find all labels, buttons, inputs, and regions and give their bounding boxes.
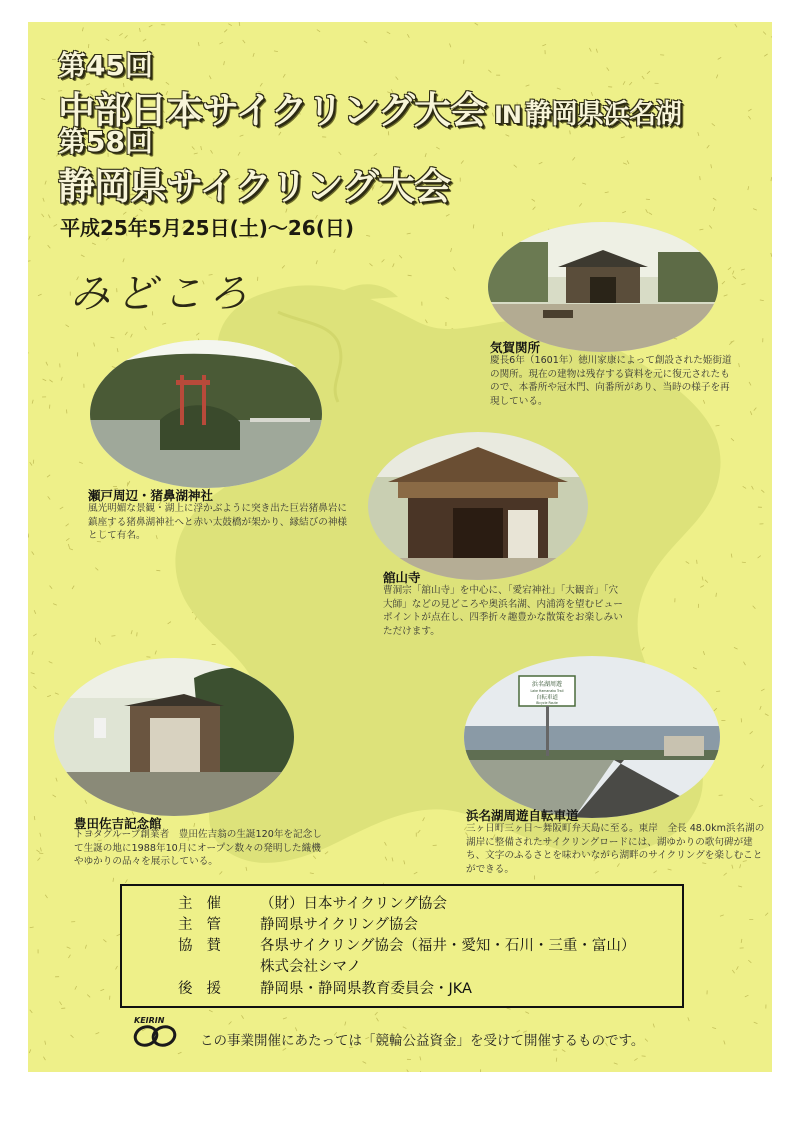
spot-name-kiga: 気賀関所 (490, 340, 541, 355)
event-date: 平成25年5月25日(土)〜26(日) (60, 216, 354, 240)
keirin-logo-text: KEIRIN (134, 1016, 165, 1025)
sign-line1: 浜名湖周遊 (531, 681, 563, 688)
photo-kanzanji (368, 432, 588, 580)
event-title-chubu-main: 中部日本サイクリング大会 (58, 89, 486, 132)
organizer-label: 協賛 (178, 938, 235, 954)
poster-page (28, 22, 772, 1072)
sign-line3: 自転車道 (535, 695, 559, 701)
keirin-logo-icon (124, 1014, 184, 1048)
organizer-box (120, 884, 684, 1008)
sign-line4: Bicycle Route (536, 701, 558, 705)
organizer-value: 静岡県・静岡県教育委員会・JKA (260, 981, 472, 997)
spot-name-toyoda: 豊田佐吉記念館 (74, 816, 162, 831)
organizer-row-support (178, 977, 472, 998)
organizer-value: （財）日本サイクリング協会 (260, 896, 447, 912)
photo-toyoda-memorial (54, 658, 294, 816)
organizer-row-host (178, 892, 447, 913)
organizer-value: 静岡県サイクリング協会 (260, 917, 418, 933)
spot-name-kanzanji: 舘山寺 (383, 570, 421, 585)
event-title-location: 静岡県浜名湖 (524, 99, 681, 130)
section-title-midokoro: みどころ (70, 271, 254, 317)
spot-desc-kanzanji: 曹洞宗「舘山寺」を中心に、「愛宕神社」「大観音」「穴大師」などの見どころや奥浜名湖、内浦湾を望むビューポイントが点在し、四季折々趣豊かな散策をお楽しみいただけます。 (383, 585, 623, 637)
spot-desc-cycling-road: 三ヶ日町三ヶ日〜舞阪町弁天島に至る。東岸 全長 48.0km浜名湖の湖岸に整備されたサイクリングロードには、湖ゆかりの歌句碑が建ち、文字のふるさとを味わいながら湖畔のサイクリングを楽しむことができる。 (466, 823, 765, 875)
organizer-label: 主管 (178, 917, 235, 933)
edition-45: 第45回 (58, 49, 153, 82)
organizer-value: 株式会社シマノ (260, 959, 362, 975)
organizer-label: 主催 (178, 896, 235, 912)
spot-name-inohana: 瀬戸周辺・猪鼻湖神社 (88, 488, 214, 503)
spot-desc-toyoda: トヨタグループ創業者 豊田佐吉翁の生誕120年を記念して生誕の地に1988年10月にオープン数々の発明した織機やゆかりの品々を展示している。 (74, 829, 322, 867)
event-title-in: IN (493, 101, 521, 129)
organizer-row-sponsor (178, 934, 635, 955)
photo-kiga-sekisho (488, 222, 718, 352)
spot-name-cycling-road: 浜名湖周遊自転車道 (466, 808, 579, 823)
organizer-value: 各県サイクリング協会（福井・愛知・石川・三重・富山） (260, 938, 636, 954)
organizer-row-sponsor-2 (178, 955, 361, 976)
sign-line2: Lake Hamanako Trail (530, 689, 564, 693)
edition-58: 第58回 (58, 125, 153, 158)
footer-note: この事業開催にあたっては「競輪公益資金」を受けて開催するものです。 (200, 1033, 645, 1049)
photo-inohana-shrine (90, 340, 322, 488)
organizer-row-manager (178, 913, 418, 934)
organizer-label: 後援 (178, 981, 235, 997)
spot-desc-inohana: 風光明媚な景観・湖上に浮かぶように突き出た巨岩猪鼻岩に鎮座する猪鼻湖神社へと赤い太鼓橋が架かり、縁結びの神様として有名。 (88, 503, 348, 541)
photo-cycling-road (464, 656, 720, 818)
event-title-shizuoka: 静岡県サイクリング大会 (58, 165, 450, 208)
spot-desc-kiga: 慶長6年（1601年）徳川家康によって創設された姫街道の関所。現在の建物は残存する資料を元に復元されたもので、本番所や冠木門、向番所があり、当時の様子を再現している。 (490, 355, 732, 407)
